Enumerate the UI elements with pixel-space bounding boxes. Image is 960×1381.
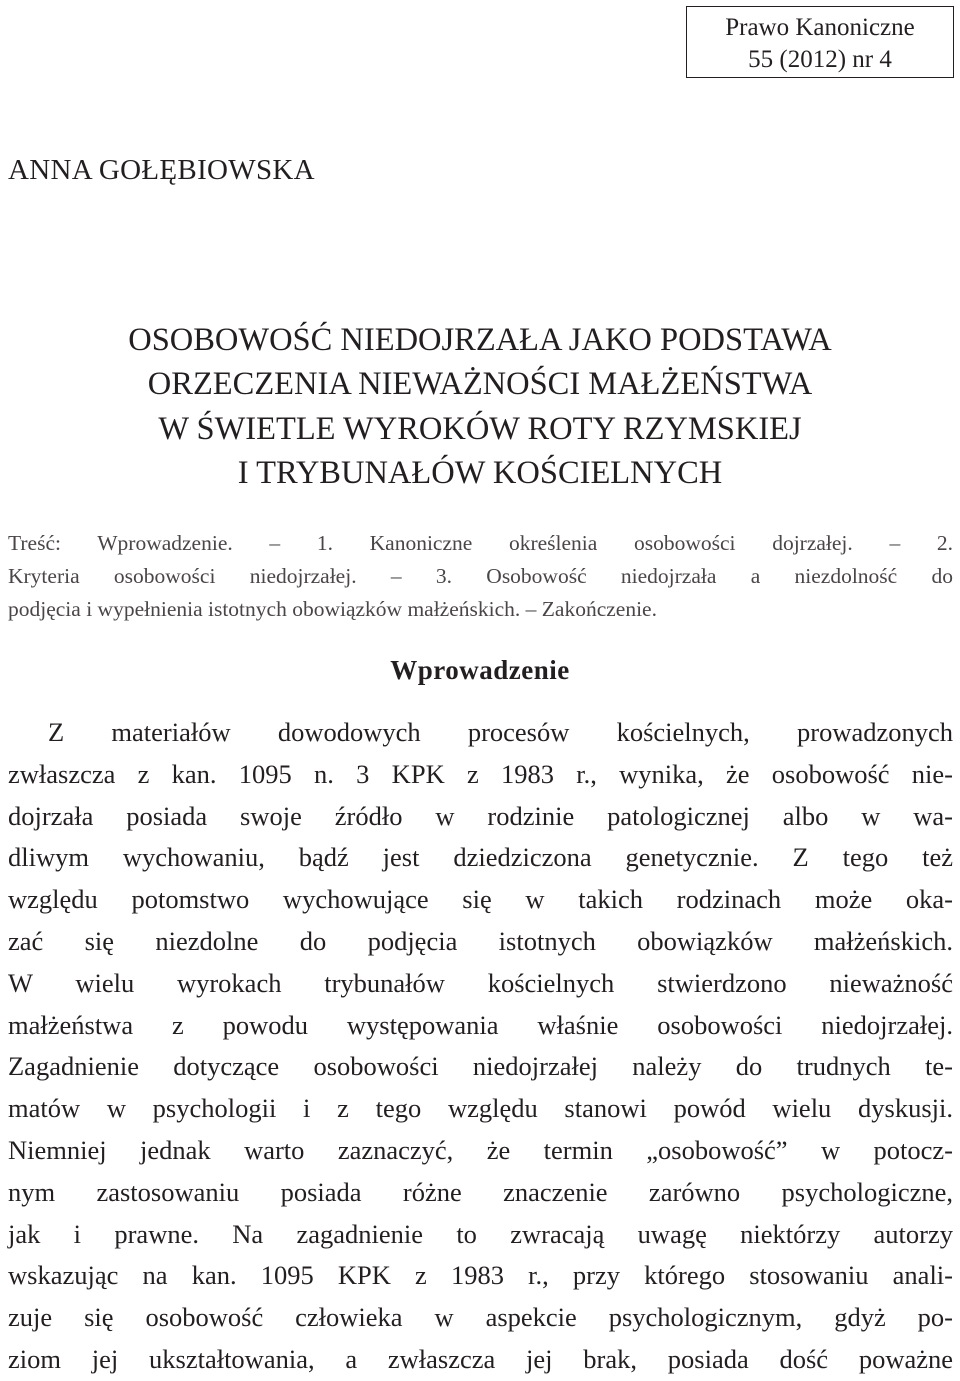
body-line: dojrzała posiada swoje źródło w rodzinie patologicznej albo w wa- xyxy=(8,800,953,831)
article-title xyxy=(0,318,960,495)
body-line: Niemniej jednak warto zaznaczyć, że termin „osobowość” w potocz- xyxy=(8,1134,953,1165)
title-line: W ŚWIETLE WYROKÓW ROTY RZYMSKIEJ xyxy=(158,410,802,447)
body-line: W wielu wyrokach trybunałów kościelnych stwierdzono nieważność xyxy=(8,967,953,998)
title-line: I TRYBUNAŁÓW KOŚCIELNYCH xyxy=(237,454,723,491)
body-line: Zagadnienie dotyczące osobowości niedojrzałej należy do trudnych te- xyxy=(8,1051,953,1082)
body-paragraph xyxy=(8,712,953,1381)
body-line: zać się niezdolne do podjęcia istotnych obowiązków małżeńskich. xyxy=(8,925,953,956)
body-line: dliwym wychowaniu, bądź jest dziedziczona genetycznie. Z tego też xyxy=(8,842,953,873)
author-name: ANNA GOŁĘBIOWSKA xyxy=(8,154,315,186)
title-line: OSOBOWOŚĆ NIEDOJRZAŁA JAKO PODSTAWA xyxy=(128,322,832,358)
body-line: Z materiałów dowodowych procesów kościelnych, prowadzonych xyxy=(48,717,953,747)
journal-name: Prawo Kanoniczne xyxy=(725,14,915,41)
body-line: małżeństwa z powodu występowania właśnie osobowości niedojrzałej. xyxy=(8,1009,953,1040)
body-line: matów w psychologii i z tego względu stanowi powód wielu dyskusji. xyxy=(8,1093,953,1124)
title-line: ORZECZENIA NIEWAŻNOŚCI MAŁŻEŃSTWA xyxy=(147,366,813,403)
journal-issue: 55 (2012) nr 4 xyxy=(748,46,892,73)
body-line: nym zastosowaniu posiada różne znaczenie zarówno psychologiczne, xyxy=(8,1176,953,1207)
journal-info-box xyxy=(686,6,954,78)
toc-line: podjęcia i wypełnienia istotnych obowiązków małżeńskich. – Zakończenie. xyxy=(8,597,657,621)
table-of-contents xyxy=(8,527,953,626)
body-line: zwłaszcza z kan. 1095 n. 3 KPK z 1983 r., wynika, że osobowość nie- xyxy=(8,758,953,789)
body-line: względu potomstwo wychowujące się w takich rodzinach może oka- xyxy=(8,884,953,915)
body-line: zuje się osobowość człowieka w aspekcie psychologicznym, gdyż po- xyxy=(8,1302,953,1333)
section-heading: Wprowadzenie xyxy=(390,655,570,685)
toc-line: Treść: Wprowadzenie. – 1. Kanoniczne określenia osobowości dojrzałej. – 2. xyxy=(8,531,953,555)
body-line: wskazując na kan. 1095 KPK z 1983 r., przy którego stosowaniu anali- xyxy=(8,1260,953,1291)
body-line: ziom jej ukształtowania, a zwłaszcza jej brak, posiada dość poważne xyxy=(8,1343,953,1374)
body-line: jak i prawne. Na zagadnienie to zwracają uwagę niektórzy autorzy xyxy=(8,1218,953,1249)
toc-line: Kryteria osobowości niedojrzałej. – 3. Osobowość niedojrzała a niezdolność do xyxy=(8,564,953,588)
